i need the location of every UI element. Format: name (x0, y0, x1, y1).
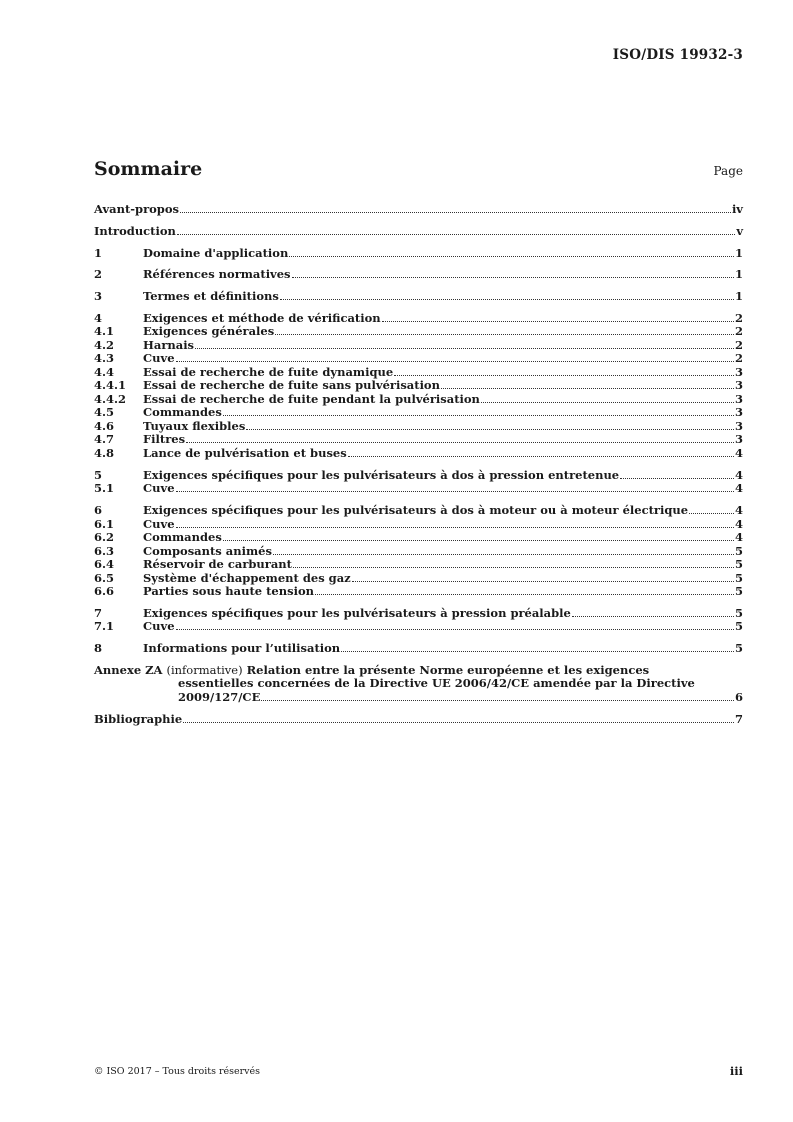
toc-entry-title: Filtres (143, 432, 186, 447)
toc-entry[interactable] (94, 290, 743, 304)
toc-entry-number: 4.3 (94, 351, 115, 366)
dot-leader (195, 348, 734, 349)
toc-entry-page: iv (731, 202, 743, 216)
toc-entry-page: 2 (734, 337, 743, 352)
toc-entry-page: 5 (734, 584, 743, 599)
dot-leader (177, 234, 735, 235)
dot-leader (180, 212, 731, 213)
toc-entry[interactable] (94, 325, 743, 339)
dot-leader (275, 334, 734, 335)
toc-entry-title: Système d'échappement des gaz (143, 570, 351, 585)
toc-entry-page: 5 (734, 557, 743, 572)
toc-entry-title: Cuve (143, 516, 175, 531)
dot-leader (382, 321, 734, 322)
toc-entry-page: 3 (734, 364, 743, 379)
toc-entry-number: 4 (94, 310, 103, 325)
toc-entry-number: 4.8 (94, 445, 115, 460)
toc-entry[interactable] (94, 504, 743, 518)
toc-entry[interactable] (94, 531, 743, 545)
toc-entry-title: Tuyaux flexibles (143, 418, 246, 433)
toc-entry-number: 5.1 (94, 481, 115, 496)
toc-entry-page: 2 (734, 351, 743, 366)
dot-leader (273, 554, 734, 555)
toc-entry-page: 4 (734, 481, 743, 496)
dot-leader (223, 415, 734, 416)
copyright-notice: © ISO 2017 – Tous droits réservés (94, 1066, 261, 1077)
toc-heading-row (94, 158, 743, 184)
toc-entry-number: 6.3 (94, 543, 115, 558)
toc-entry[interactable] (94, 203, 743, 217)
toc-entry[interactable] (94, 607, 743, 621)
toc-entry-title: Introduction (94, 223, 176, 238)
toc-entry-title: Harnais (143, 337, 195, 352)
toc-entry-page: 5 (734, 605, 743, 620)
toc-entry-page: 3 (734, 405, 743, 420)
dot-leader (280, 299, 734, 300)
page-title: Sommaire (94, 158, 203, 180)
dot-leader (176, 361, 734, 362)
toc-entry-page: 5 (734, 543, 743, 558)
toc-entry[interactable] (94, 558, 743, 572)
toc-entry-title: Domaine d'application (143, 245, 289, 260)
toc-entry-title: Exigences et méthode de vérification (143, 310, 381, 325)
table-of-contents (94, 203, 743, 726)
dot-leader (394, 375, 734, 376)
toc-entry-number: 3 (94, 289, 103, 304)
toc-entry-title: Cuve (143, 619, 175, 634)
toc-entry-number: 6 (94, 503, 103, 518)
dot-leader (315, 594, 734, 595)
annex-title-line3: 2009/127/CE (178, 689, 261, 704)
toc-entry-number: 7 (94, 605, 103, 620)
toc-entry-number: 7.1 (94, 619, 115, 634)
dot-leader (176, 629, 734, 630)
toc-entry[interactable] (94, 366, 743, 380)
toc-entry-number: 6.2 (94, 530, 115, 545)
toc-entry-page: 4 (734, 530, 743, 545)
toc-entry-page: 5 (734, 570, 743, 585)
toc-entry-number: 2 (94, 267, 103, 282)
toc-entry-page: 5 (734, 641, 743, 656)
dot-leader (341, 651, 734, 652)
dot-leader (186, 442, 734, 443)
toc-entry-title: Termes et définitions (143, 289, 279, 304)
toc-entry-title: Informations pour l’utilisation (143, 641, 341, 656)
toc-entry-bibliography[interactable] (94, 713, 743, 727)
toc-entry-page: v (736, 223, 743, 238)
toc-entry-number: 4.1 (94, 324, 115, 339)
toc-entry-title: Exigences générales (143, 324, 275, 339)
toc-entry-title: Cuve (143, 481, 175, 496)
toc-entry[interactable] (94, 482, 743, 496)
toc-entry-number: 6.6 (94, 584, 115, 599)
toc-entry-title: Réservoir de carburant (143, 557, 292, 572)
page-column-label: Page (713, 164, 743, 178)
toc-entry[interactable] (94, 585, 743, 599)
toc-entry-title: Exigences spécifiques pour les pulvérisateurs à pression préalable (143, 605, 571, 620)
toc-entry[interactable] (94, 379, 743, 393)
toc-entry[interactable] (94, 572, 743, 586)
dot-leader (246, 429, 734, 430)
dot-leader (176, 491, 734, 492)
toc-entry-page: 3 (734, 391, 743, 406)
dot-leader (441, 388, 734, 389)
toc-entry[interactable] (94, 225, 743, 239)
toc-entry-page: 5 (734, 619, 743, 634)
annex-title-line1: Relation entre la présente Norme européenne et les exigences (246, 662, 650, 677)
toc-entry-annex-za[interactable] (94, 664, 743, 705)
toc-entry-title: Avant-propos (94, 202, 179, 216)
toc-entry-number: 6.4 (94, 557, 115, 572)
toc-entry[interactable] (94, 393, 743, 407)
annex-qualifier: (informative) (166, 662, 243, 677)
toc-entry[interactable] (94, 620, 743, 634)
bibliography-title: Bibliographie (94, 711, 183, 726)
dot-leader (689, 513, 734, 514)
document-reference: ISO/DIS 19932-3 (612, 47, 743, 63)
dot-leader (176, 527, 734, 528)
dot-leader (289, 256, 734, 257)
annex-first-line (94, 664, 743, 678)
toc-entry-number: 1 (94, 245, 103, 260)
dot-leader (572, 616, 734, 617)
toc-entry-title: Composants animés (143, 543, 272, 558)
toc-entry-number: 4.4.2 (94, 391, 127, 406)
toc-entry-page: 1 (734, 289, 743, 304)
toc-entry-number: 4.4 (94, 364, 115, 379)
annex-page: 6 (734, 689, 743, 704)
toc-entry-title: Exigences spécifiques pour les pulvérisateurs à dos à pression entretenue (143, 467, 620, 482)
annex-label: Annexe ZA (94, 662, 163, 677)
toc-entry[interactable] (94, 268, 743, 282)
dot-leader (292, 277, 734, 278)
annex-last-line (94, 691, 743, 705)
toc-entry-page: 2 (734, 324, 743, 339)
dot-leader (261, 700, 734, 701)
dot-leader (481, 402, 734, 403)
dot-leader (352, 581, 734, 582)
toc-entry-number: 8 (94, 641, 103, 656)
toc-entry-title: Essai de recherche de fuite sans pulvérisation (143, 378, 440, 393)
toc-entry[interactable] (94, 406, 743, 420)
dot-leader (183, 722, 734, 723)
toc-entry-number: 4.4.1 (94, 378, 127, 393)
toc-entry-number: 6.1 (94, 516, 115, 531)
toc-entry[interactable] (94, 312, 743, 326)
page-number: iii (729, 1064, 743, 1078)
toc-entry-title: Parties sous haute tension (143, 584, 314, 599)
toc-entry-page: 3 (734, 432, 743, 447)
dot-leader (348, 456, 734, 457)
toc-entry-page: 3 (734, 378, 743, 393)
toc-entry-title: Commandes (143, 405, 222, 420)
toc-entry-page: 3 (734, 418, 743, 433)
toc-entry[interactable] (94, 352, 743, 366)
toc-entry-number: 4.2 (94, 337, 115, 352)
toc-entry-number: 4.5 (94, 405, 115, 420)
dot-leader (620, 478, 734, 479)
toc-entry-number: 6.5 (94, 570, 115, 585)
toc-entry-page: 4 (734, 516, 743, 531)
toc-entry-title: Références normatives (143, 267, 291, 282)
dot-leader (223, 540, 734, 541)
toc-entry-page: 1 (734, 267, 743, 282)
toc-entry-number: 5 (94, 467, 103, 482)
toc-entry-title: Cuve (143, 351, 175, 366)
toc-entry-number: 4.7 (94, 432, 115, 447)
toc-entry[interactable] (94, 545, 743, 559)
toc-entry-title: Lance de pulvérisation et buses (143, 445, 347, 460)
toc-entry-page: 4 (734, 503, 743, 518)
toc-entry-page: 1 (734, 245, 743, 260)
toc-entry[interactable] (94, 339, 743, 353)
toc-entry[interactable] (94, 447, 743, 461)
toc-entry-title: Exigences spécifiques pour les pulvérisateurs à dos à moteur ou à moteur électrique (143, 503, 689, 518)
toc-entry[interactable] (94, 642, 743, 656)
dot-leader (293, 567, 734, 568)
toc-entry[interactable] (94, 518, 743, 532)
toc-entry-title: Essai de recherche de fuite pendant la pulvérisation (143, 391, 480, 406)
toc-entry-page: 4 (734, 467, 743, 482)
toc-entry-page: 4 (734, 445, 743, 460)
toc-entry[interactable] (94, 247, 743, 261)
toc-entry-number: 4.6 (94, 418, 115, 433)
bibliography-page: 7 (734, 711, 743, 726)
toc-entry-title: Commandes (143, 530, 222, 545)
toc-entry[interactable] (94, 433, 743, 447)
annex-title-line2: essentielles concernées de la Directive UE 2006/42/CE amendée par la Directive (178, 676, 695, 691)
toc-entry-page: 2 (734, 310, 743, 325)
toc-entry[interactable] (94, 469, 743, 483)
toc-entry-title: Essai de recherche de fuite dynamique (143, 364, 394, 379)
toc-entry[interactable] (94, 420, 743, 434)
